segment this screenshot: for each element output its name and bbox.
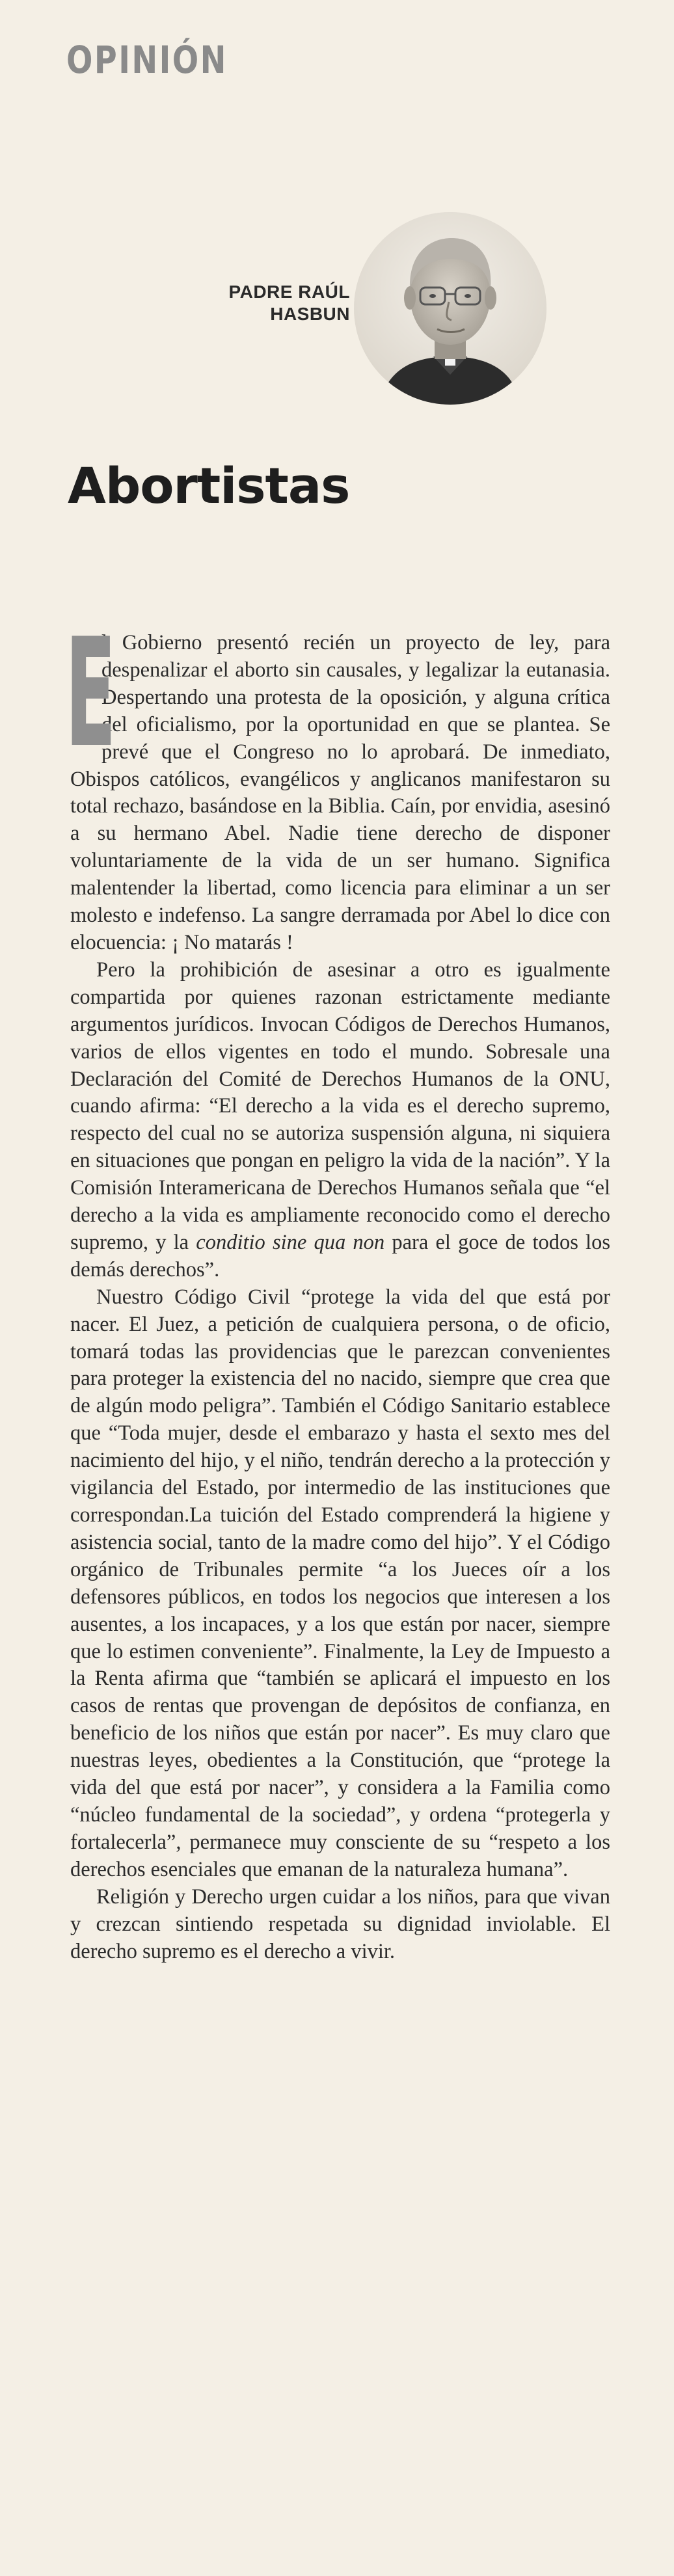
author-name-line1: PADRE RAÚL — [228, 282, 350, 302]
paragraph-2-italic: conditio sine qua non — [196, 1230, 385, 1254]
paragraph-1-text: l Gobierno presentó recién un proyecto de ley, para despenalizar el aborto sin causales, y legalizar la eutanasia. Despertando una protesta de la oposición, y alguna crítica del oficialismo, por la oportunidad en que se plantea. Se prevé que el Congreso no lo aprobará. De inmediato, Obispos católicos, evangélicos y anglicanos manifestaron su total rechazo, basándose en la Biblia. Caín, por envidia, asesinó a su hermano Abel. Nadie tiene derecho de disponer voluntariamente de la vida de un ser humano. Significa malentender la libertad, como licencia para eliminar a un ser molesto e indefenso. La sangre derramada por Abel lo dice con elocuencia: ¡ No matarás ! — [70, 631, 610, 954]
article-paragraph-1 — [65, 607, 610, 957]
article-paragraph-2 — [70, 957, 610, 1284]
article-paragraph-3: Nuestro Código Civil “protege la vida del que está por nacer. El Juez, a petición de cualquiera persona, o de oficio, tomará todas las providencias que le parezcan convenientes para proteger la existencia del no nacido, siempre que crea que de algún modo peligra”. También el Código Sanitario establece que “Toda mujer, desde el embarazo y hasta el sexto mes del nacimiento del hijo, y el niño, tendrán derecho a la protección y vigilancia del Estado, por intermedio de las instituciones que correspondan.La tuición del Estado comprenderá la higiene y asistencia social, tanto de la madre como del hijo”. Y el Código orgánico de Tribunales permite “a los Jueces oír a los defensores públicos, en todos los negocios que interesen a los ausentes, a los incapaces, y a los que están por nacer, siempre que lo estimen conveniente”. Finalmente, la Ley de Impuesto a la Renta afirma que “también se aplicará el impuesto en los casos de rentas que provengan de depósitos de confianza, en beneficio de los niños que están por nacer”. Es muy claro que nuestras leyes, obedientes a la Constitución, que “protege la vida del que está por nacer”, y considera a la Familia como “núcleo fundamental de la sociedad”, y ordena “protegerla y fortalecerla”, permanece muy consciente de su “respeto a los derechos esenciales que emanan de la naturaleza humana”. — [70, 1285, 610, 1881]
paragraph-2-text-b: para el goce de todos los demás derechos”. — [70, 1230, 610, 1281]
article-body — [65, 607, 610, 1965]
section-label: OPINIÓN — [66, 38, 228, 82]
paragraph-2-text-a: Pero la prohibición de asesinar a otro es igualmente compartida por quienes razonan estrictamente mediante argumentos jurídicos. Invocan Códigos de Derechos Humanos, varios de ellos vigentes en todo el mundo. Sobresale una Declaración del Comité de Derechos Humanos de la ONU, cuando afirma: “El derecho a la vida es el derecho supremo, respecto del cual no se autoriza suspensión alguna, ni siquiera en situaciones que pongan en peligro la vida de la nación”. Y la Comisión Interamericana de Derechos Humanos señala que “el derecho a la vida es ampliamente reconocido como el derecho supremo, y la — [70, 958, 610, 1254]
drop-cap — [65, 607, 116, 781]
article-paragraph-4: Religión y Derecho urgen cuidar a los niños, para que vivan y crezcan sintiendo respetada su dignidad inviolable. El derecho supremo es el derecho a vivir. — [70, 1885, 610, 1963]
author-portrait-icon — [354, 212, 546, 405]
author-name-line2: HASBUN — [270, 304, 350, 324]
drop-cap-letter: E — [65, 607, 116, 781]
author-byline — [229, 281, 350, 325]
article-headline: Abortistas — [68, 457, 350, 515]
